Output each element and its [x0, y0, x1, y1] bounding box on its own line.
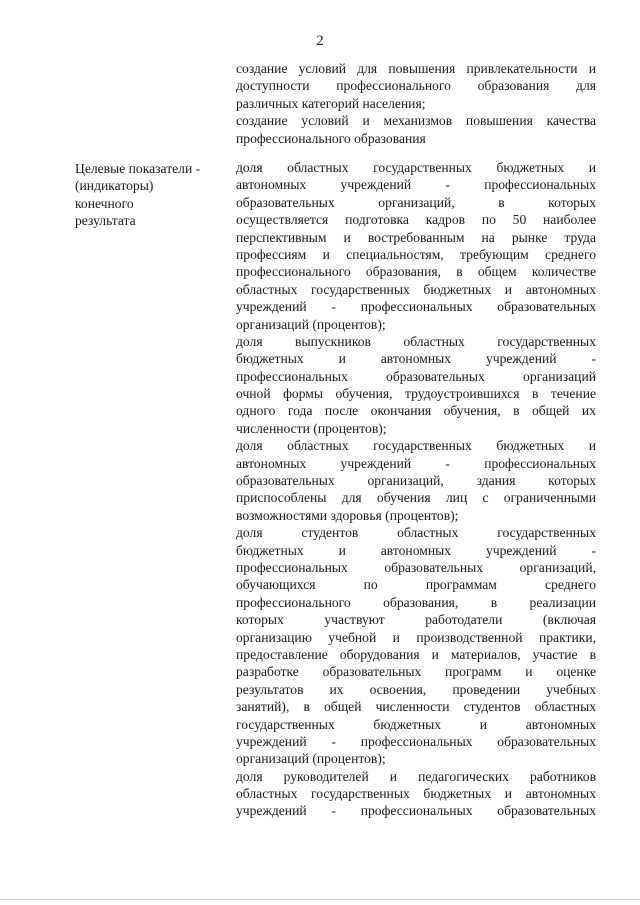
text-line: доля областных государственных бюджетных и: [236, 160, 596, 175]
text-line: создание условий и механизмов повышения качества: [236, 113, 596, 129]
text-line: государственных бюджетных и автономных: [236, 716, 596, 732]
page-number: 2: [316, 33, 324, 49]
text-line: образовательных организаций, здания которых: [236, 473, 596, 489]
text-line: бюджетных и автономных учреждений -: [236, 351, 596, 367]
text-line: организаций (процентов);: [236, 751, 386, 767]
continuation-text-block: [236, 60, 596, 147]
text-line: конечного: [75, 195, 134, 211]
text-line: профессионального образования, в общем количестве: [236, 264, 596, 280]
text-line: доля областных государственных бюджетных и: [236, 438, 596, 454]
text-line: обучающихся по программам среднего: [236, 577, 596, 593]
text-line: занятий), в общей численности студентов областных: [236, 699, 596, 715]
text-line: учреждений - профессиональных образовательных: [236, 299, 596, 315]
text-line: результата: [75, 213, 136, 229]
text-line: приспособлены для обучения лиц с ограниченными: [236, 490, 596, 506]
text-line: доля руководителей и педагогических работников: [236, 768, 596, 784]
text-line: организацию учебной и производственной практики,: [236, 629, 596, 645]
text-line: разработке образовательных программ и оценке: [236, 664, 596, 680]
text-line: областных государственных бюджетных и автономных: [236, 786, 596, 802]
text-line: которых участвуют работодатели (включая: [236, 612, 596, 628]
text-line: автономных учреждений - профессиональных: [236, 177, 596, 193]
text-line: результатов их освоения, проведении учебных: [236, 681, 596, 697]
text-line: профессиям и специальностям, требующим среднего: [236, 246, 596, 262]
text-line: (индикаторы): [75, 178, 154, 194]
text-line: профессионального образования, в реализации: [236, 594, 596, 610]
text-line: Целевые показатели -: [75, 161, 201, 176]
text-line: профессиональных образовательных организаций,: [236, 559, 596, 575]
text-line: бюджетных и автономных учреждений -: [236, 542, 596, 558]
text-line: областных государственных бюджетных и автономных: [236, 281, 596, 297]
text-line: создание условий для повышения привлекательности и: [236, 61, 596, 76]
text-line: профессиональных образовательных организаций: [236, 368, 596, 384]
text-line: учреждений - профессиональных образовательных: [236, 733, 596, 749]
text-line: организаций (процентов);: [236, 316, 386, 332]
text-line: численности (процентов);: [236, 420, 387, 436]
page-bottom-edge: [0, 899, 640, 900]
text-line: доля студентов областных государственных: [236, 525, 596, 541]
text-line: одного года после окончания обучения, в общей их: [236, 403, 596, 419]
text-line: профессионального образования: [236, 130, 426, 146]
text-line: очной формы обучения, трудоустроившихся в течение: [236, 386, 596, 402]
text-line: возможностями здоровья (процентов);: [236, 507, 459, 523]
text-line: доступности профессионального образования для: [236, 78, 596, 94]
text-line: автономных учреждений - профессиональных: [236, 455, 596, 471]
section-label: [75, 160, 225, 230]
text-line: доля выпускников областных государственных: [236, 333, 596, 349]
text-line: перспективным и востребованным на рынке труда: [236, 229, 596, 245]
text-line: осуществляется подготовка кадров по 50 наиболее: [236, 212, 596, 228]
text-line: образовательных организаций, в которых: [236, 194, 596, 210]
text-line: различных категорий населения;: [236, 95, 426, 111]
text-line: предоставление оборудования и материалов, участие в: [236, 646, 596, 662]
text-line: учреждений - профессиональных образовательных: [236, 803, 596, 819]
indicators-text-block: [236, 159, 596, 820]
